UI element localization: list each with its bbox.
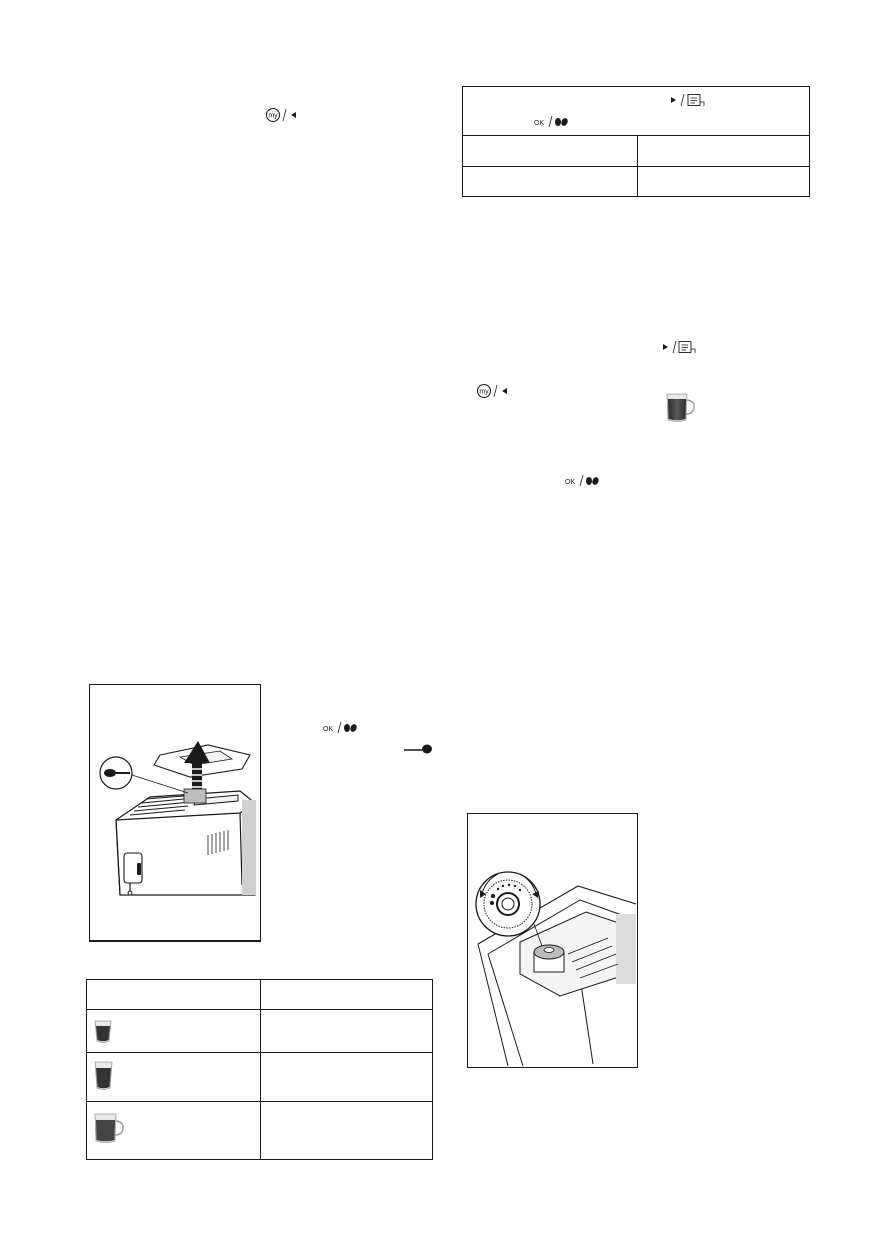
table-header-cell bbox=[261, 980, 433, 1010]
ok-icon: OK bbox=[565, 479, 576, 486]
table-row bbox=[463, 167, 810, 197]
my-circle-icon: my bbox=[268, 112, 278, 120]
measuring-spoon-icon bbox=[403, 742, 433, 754]
next-menu-icons bbox=[668, 93, 716, 109]
my-back-icons-right bbox=[475, 383, 515, 399]
cup-size-table bbox=[86, 979, 433, 1160]
settings-table bbox=[462, 86, 810, 197]
table-cell bbox=[87, 1053, 261, 1102]
table-row bbox=[87, 1053, 433, 1102]
table-cell bbox=[638, 167, 810, 197]
my-back-icons-top bbox=[264, 107, 304, 123]
coffee-cup-icon bbox=[92, 1059, 116, 1093]
mug-icon bbox=[92, 1110, 128, 1146]
bean-container-illustration bbox=[89, 684, 261, 942]
table-cell bbox=[261, 1010, 433, 1053]
table-cell bbox=[463, 136, 638, 167]
ok-beans-icons-right bbox=[564, 474, 604, 488]
table-cell bbox=[87, 1102, 261, 1160]
table-header-cell bbox=[87, 980, 261, 1010]
ok-beans-icons-left bbox=[322, 721, 362, 735]
table-row bbox=[87, 980, 433, 1010]
espresso-cup-icon bbox=[92, 1017, 116, 1047]
table-cell bbox=[638, 136, 810, 167]
table-header-cell bbox=[463, 87, 810, 136]
table-row bbox=[87, 1102, 433, 1160]
table-cell bbox=[261, 1053, 433, 1102]
table-cell bbox=[261, 1102, 433, 1160]
table-row bbox=[87, 1010, 433, 1053]
my-circle-icon: my bbox=[479, 388, 489, 396]
mug-icon bbox=[662, 388, 698, 424]
table-cell bbox=[463, 167, 638, 197]
table-row bbox=[463, 87, 810, 136]
grinder-adjustment-illustration bbox=[467, 813, 638, 1068]
table-cell bbox=[87, 1010, 261, 1053]
table-row bbox=[463, 136, 810, 167]
ok-icon: OK bbox=[323, 726, 334, 733]
ok-icon: OK bbox=[534, 120, 545, 127]
next-menu-icons-mid bbox=[660, 340, 700, 356]
ok-beans-icons bbox=[533, 115, 581, 129]
